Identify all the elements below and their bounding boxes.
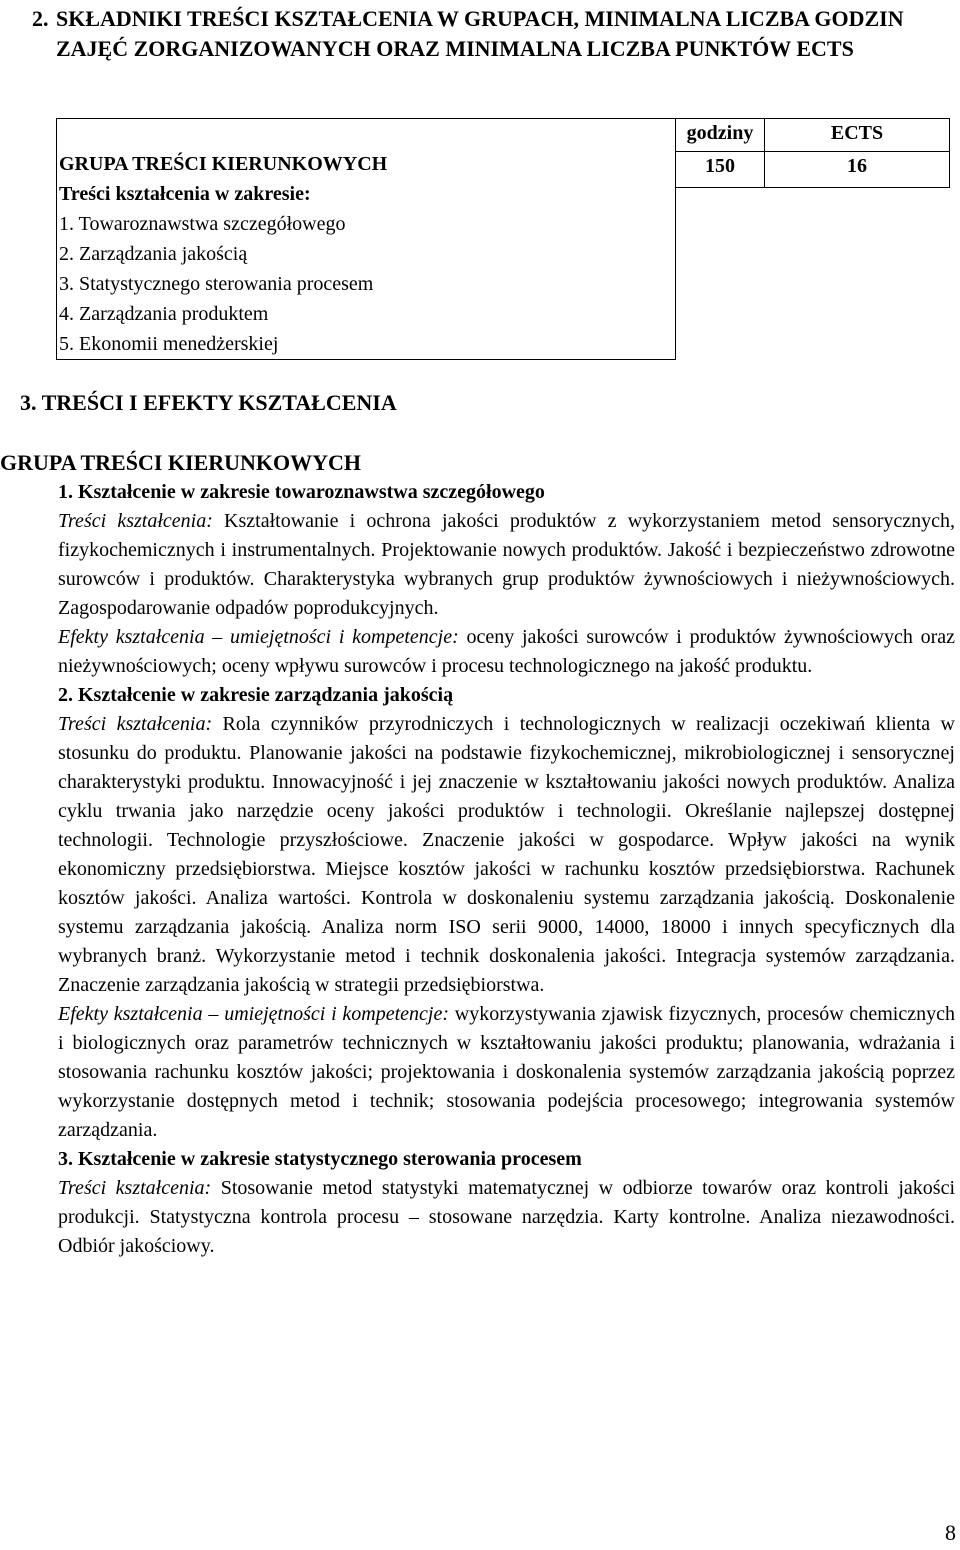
content-label: Treści kształcenia: xyxy=(58,713,213,735)
scope-label: Treści kształcenia w zakresie: xyxy=(59,183,311,205)
section-3-body xyxy=(58,478,955,1261)
content-paragraph xyxy=(58,710,955,1000)
course-group-table xyxy=(56,118,950,360)
ects-header: ECTS xyxy=(765,119,950,152)
effects-text: oceny jakości surowców i produktów żywnościowych oraz nieżywnościowych; oceny wpływu surowców i procesu technologicznego na jakość produktu. xyxy=(58,626,955,677)
group-item: 4. Zarządzania produktem xyxy=(59,303,269,325)
table-blank-area xyxy=(676,187,950,359)
effects-paragraph xyxy=(58,1000,955,1145)
content-paragraph xyxy=(58,1174,955,1261)
section-3-title: 3. TREŚCI I EFEKTY KSZTAŁCENIA xyxy=(20,390,397,415)
effects-label: Efekty kształcenia – umiejętności i kompetencje: xyxy=(58,626,459,648)
group-item: 2. Zarządzania jakością xyxy=(59,243,248,265)
effects-paragraph xyxy=(58,623,955,681)
section-3-group-title: GRUPA TREŚCI KIERUNKOWYCH xyxy=(0,450,362,475)
page-number: 8 xyxy=(945,1520,956,1545)
group-item: 1. Towaroznawstwa szczegółowego xyxy=(59,213,346,235)
content-label: Treści kształcenia: xyxy=(58,510,213,532)
subsection-title: 2. Kształcenie w zakresie zarządzania jakością xyxy=(58,684,454,706)
content-text: Stosowanie metod statystyki matematycznej w odbiorze towarów oraz kontroli jakości produkcji. Statystyczna kontrola procesu – stosowane narzędzia. Karty kontrolne. Analiza niezawodności. Odbiór jakościowy. xyxy=(58,1177,955,1257)
hours-value: 150 xyxy=(676,152,765,187)
section-2-title: SKŁADNIKI TREŚCI KSZTAŁCENIA W GRUPACH, MINIMALNA LICZBA GODZIN ZAJĘĆ ZORGANIZOWANYCH ORAZ MINIMALNA LICZBA PUNKTÓW ECTS xyxy=(56,6,904,61)
subsection-title: 3. Kształcenie w zakresie statystycznego sterowania procesem xyxy=(58,1148,582,1170)
section-2-heading xyxy=(32,4,956,64)
content-label: Treści kształcenia: xyxy=(58,1177,212,1199)
effects-text: wykorzystywania zjawisk fizycznych, procesów chemicznych i biologicznych oraz parametrów technicznych w kształtowaniu jakości produktu; planowania, wdrażania i stosowania rachunku kosztów jakości; projektowania i doskonalenia systemów zarządzania jakością poprzez wykorzystanie dostępnych metod i technik; stosowania podejścia procesowego; integrowania systemów zarządzania. xyxy=(58,1003,955,1141)
content-paragraph xyxy=(58,507,955,623)
ects-value: 16 xyxy=(765,152,950,187)
hours-header: godziny xyxy=(676,119,765,152)
subsection-title: 1. Kształcenie w zakresie towaroznawstwa szczegółowego xyxy=(58,481,545,503)
section-2-number: 2. xyxy=(32,6,49,31)
group-item: 5. Ekonomii menedżerskiej xyxy=(59,333,279,355)
group-content-cell xyxy=(57,119,676,360)
group-title: GRUPA TREŚCI KIERUNKOWYCH xyxy=(59,153,388,175)
content-text: Kształtowanie i ochrona jakości produktów z wykorzystaniem metod sensorycznych, fizykochemicznych i instrumentalnych. Projektowanie nowych produktów. Jakość i bezpieczeństwo zdrowotne surowców i produktów. Charakterystyka wybranych grup produktów żywnościowych i nieżywnościowych. Zagospodarowanie odpadów poprodukcyjnych. xyxy=(58,510,955,619)
content-text: Rola czynników przyrodniczych i technologicznych w realizacji oczekiwań klienta w stosunku do produktu. Planowanie jakości na podstawie fizykochemicznej, mikrobiologicznej i sensorycznej charakterystyki produktu. Innowacyjność i jej znaczenie w kształtowaniu jakości nowych produktów. Analiza cyklu trwania jako narzędzie oceny jakości produktów i technologii. Określanie najlepszej dostępnej technologii. Technologie przyszłościowe. Znaczenie jakości w gospodarce. Wpływ jakości na wynik ekonomiczny przedsiębiorstwa. Miejsce kosztów jakości w rachunku kosztów przedsiębiorstwa. Rachunek kosztów jakości. Analiza wartości. Kontrola w doskonaleniu systemu zarządzania jakością. Doskonalenie systemu zarządzania jakością. Analiza norm ISO serii 9000, 14000, 18000 i innych specyficznych dla wybranych branż. Wykorzystanie metod i technik doskonalenia jakości. Integracja systemów zarządzania. Znaczenie zarządzania jakością w strategii przedsiębiorstwa. xyxy=(58,713,955,996)
group-item: 3. Statystycznego sterowania procesem xyxy=(59,273,374,295)
effects-label: Efekty kształcenia – umiejętności i kompetencje: xyxy=(58,1003,450,1025)
